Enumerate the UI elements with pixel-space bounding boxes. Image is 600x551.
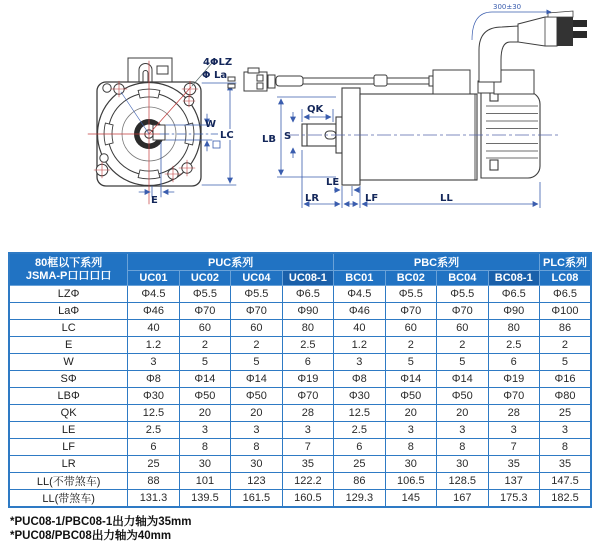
dimension-value: 129.3 (334, 490, 385, 508)
model-header-BC01: BC01 (334, 271, 385, 286)
param-label: LL(不带煞车) (9, 473, 128, 490)
table-row (9, 388, 591, 405)
dimension-value: 60 (179, 320, 230, 337)
param-label: LL(带煞车) (9, 490, 128, 508)
table-row (9, 371, 591, 388)
dimension-value: Φ6.5 (282, 286, 333, 303)
dimension-value: 2 (385, 337, 436, 354)
dimension-value: 3 (385, 422, 436, 439)
footnote-shaft-40: *PUC08/PBC08出力轴为40mm (10, 530, 172, 542)
param-label: LaΦ (9, 303, 128, 320)
dimension-value: 106.5 (385, 473, 436, 490)
dimension-value: Φ70 (282, 388, 333, 405)
dimension-value: 5 (231, 354, 282, 371)
dimension-rows (9, 286, 591, 508)
dimension-value: 7 (488, 439, 539, 456)
dimension-value: Φ46 (334, 303, 385, 320)
model-header-BC08-1: BC08-1 (488, 271, 539, 286)
dimension-value: 2.5 (282, 337, 333, 354)
dimension-value: Φ70 (385, 303, 436, 320)
label-frame-size: LC (220, 130, 234, 141)
dimension-value: Φ70 (179, 303, 230, 320)
dimension-value: 2.5 (128, 422, 179, 439)
label-shaft-length: LR (305, 193, 320, 204)
dimension-value: 123 (231, 473, 282, 490)
model-header-UC01: UC01 (128, 271, 179, 286)
dimension-value: 6 (488, 354, 539, 371)
model-header-LC08: LC08 (539, 271, 591, 286)
dimension-value: 3 (488, 422, 539, 439)
dimension-value: Φ50 (231, 388, 282, 405)
dimension-value: 25 (334, 456, 385, 473)
table-row (9, 405, 591, 422)
dimension-value: 8 (437, 439, 488, 456)
dimension-value: 35 (488, 456, 539, 473)
series-group-2: PLC系列 (539, 253, 591, 271)
terminal-box-icon (128, 58, 172, 83)
dimension-value: Φ90 (282, 303, 333, 320)
dimension-value: 8 (539, 439, 591, 456)
dimension-value: 2.5 (334, 422, 385, 439)
dimension-value: 128.5 (437, 473, 488, 490)
footnotes (10, 515, 192, 543)
dimension-value: Φ100 (539, 303, 591, 320)
dimension-value: 20 (385, 405, 436, 422)
dimension-value: Φ4.5 (128, 286, 179, 303)
dimension-value: Φ70 (231, 303, 282, 320)
series-group-1: PBC系列 (334, 253, 540, 271)
dimension-value: Φ80 (539, 388, 591, 405)
model-header-UC04: UC04 (231, 271, 282, 286)
dimension-value: 35 (282, 456, 333, 473)
dimension-value: 6 (128, 439, 179, 456)
dimension-value: 139.5 (179, 490, 230, 508)
dimension-value: 2 (539, 337, 591, 354)
dimension-value: Φ4.5 (334, 286, 385, 303)
dimension-value: 3 (282, 422, 333, 439)
table-row (9, 473, 591, 490)
series-header (9, 253, 128, 286)
dimension-value: Φ5.5 (437, 286, 488, 303)
dimension-value: Φ5.5 (385, 286, 436, 303)
table-row (9, 422, 591, 439)
dimension-value: Φ70 (488, 388, 539, 405)
param-label: LE (9, 422, 128, 439)
dimension-value: Φ19 (488, 371, 539, 388)
dimension-value: 60 (231, 320, 282, 337)
spec-table-container (8, 252, 592, 508)
dimension-value: Φ5.5 (231, 286, 282, 303)
label-bolt-circle: Φ La (202, 70, 228, 81)
dimension-value: 2 (179, 337, 230, 354)
dimension-value: 20 (437, 405, 488, 422)
label-cable-length: 300±30 (493, 3, 522, 11)
dimension-value: 30 (179, 456, 230, 473)
dimension-value: 30 (437, 456, 488, 473)
motor-body (302, 88, 540, 185)
dimension-value: 5 (437, 354, 488, 371)
param-label: LR (9, 456, 128, 473)
dimension-value: 5 (179, 354, 230, 371)
technical-drawing (0, 0, 600, 250)
dimension-value: 86 (539, 320, 591, 337)
dimension-value: 5 (385, 354, 436, 371)
dimension-value: Φ30 (128, 388, 179, 405)
label-keyway-width: W (205, 119, 217, 130)
dimension-table (8, 252, 592, 508)
label-bolt-holes: 4ΦLZ (203, 57, 233, 68)
label-pilot-diameter: LB (262, 134, 276, 145)
model-header-BC02: BC02 (385, 271, 436, 286)
dimension-value: 88 (128, 473, 179, 490)
front-view (88, 57, 236, 206)
dimension-value: 131.3 (128, 490, 179, 508)
dimension-value: 86 (334, 473, 385, 490)
dimension-value: 12.5 (334, 405, 385, 422)
dimension-value: 161.5 (231, 490, 282, 508)
param-label: QK (9, 405, 128, 422)
table-row (9, 354, 591, 371)
dimension-value: 3 (334, 354, 385, 371)
dimension-value: Φ14 (179, 371, 230, 388)
label-shaft-diameter: S (284, 131, 292, 142)
dimension-value: Φ46 (128, 303, 179, 320)
series-group-0: PUC系列 (128, 253, 334, 271)
dimension-value: 20 (231, 405, 282, 422)
param-label: LC (9, 320, 128, 337)
dimension-value: 60 (437, 320, 488, 337)
dimension-value: 182.5 (539, 490, 591, 508)
dimension-value: 145 (385, 490, 436, 508)
dimension-value: Φ90 (488, 303, 539, 320)
power-connector-icon (518, 11, 587, 46)
dimension-value: 3 (179, 422, 230, 439)
dimension-value: 60 (385, 320, 436, 337)
model-header-UC02: UC02 (179, 271, 230, 286)
dimension-value: 6 (334, 439, 385, 456)
param-label: LF (9, 439, 128, 456)
model-header-BC04: BC04 (437, 271, 488, 286)
dimension-value: Φ30 (334, 388, 385, 405)
label-keyway-length: QK (307, 104, 324, 115)
dimension-value: Φ70 (437, 303, 488, 320)
table-row (9, 320, 591, 337)
dimension-value: 175.3 (488, 490, 539, 508)
dimension-value: Φ14 (437, 371, 488, 388)
dimension-value: 40 (334, 320, 385, 337)
dimension-value: 8 (231, 439, 282, 456)
dimension-value: 1.2 (128, 337, 179, 354)
side-view (228, 3, 587, 208)
dimension-value: 40 (128, 320, 179, 337)
dimension-value: 122.2 (282, 473, 333, 490)
table-row (9, 303, 591, 320)
dimension-value: 12.5 (128, 405, 179, 422)
dimension-value: Φ50 (385, 388, 436, 405)
dimension-value: 30 (231, 456, 282, 473)
series-line1: 80框以下系列 (34, 256, 103, 269)
param-label: LZΦ (9, 286, 128, 303)
dimension-value: 2 (231, 337, 282, 354)
dimension-value: 137 (488, 473, 539, 490)
dimension-value: Φ16 (539, 371, 591, 388)
label-boss-height: LE (326, 177, 340, 188)
dimension-value: 160.5 (282, 490, 333, 508)
dimension-value: 3 (128, 354, 179, 371)
dimension-value: Φ14 (231, 371, 282, 388)
dimension-value: 3 (437, 422, 488, 439)
dimension-value: 147.5 (539, 473, 591, 490)
dimension-value: 2 (437, 337, 488, 354)
param-label: E (9, 337, 128, 354)
dimension-value: 1.2 (334, 337, 385, 354)
dimension-value: 3 (231, 422, 282, 439)
dimension-value: 167 (437, 490, 488, 508)
dimension-value: Φ14 (385, 371, 436, 388)
dimension-value: 3 (539, 422, 591, 439)
param-label: W (9, 354, 128, 371)
model-header-UC08-1: UC08-1 (282, 271, 333, 286)
param-label: SΦ (9, 371, 128, 388)
dimension-value: Φ19 (282, 371, 333, 388)
dimension-value: 28 (488, 405, 539, 422)
dimension-value: 35 (539, 456, 591, 473)
dimension-value: 6 (282, 354, 333, 371)
dimension-value: 25 (128, 456, 179, 473)
dimension-value: Φ50 (437, 388, 488, 405)
dimension-value: 7 (282, 439, 333, 456)
label-offset: E (151, 195, 158, 206)
dimension-value: 8 (179, 439, 230, 456)
dimension-value: Φ8 (334, 371, 385, 388)
dimension-value: 2.5 (488, 337, 539, 354)
dimension-value: 20 (179, 405, 230, 422)
dimension-value: 25 (539, 405, 591, 422)
table-row (9, 490, 591, 508)
dimension-value: 8 (385, 439, 436, 456)
table-row (9, 286, 591, 303)
dimension-value: 5 (539, 354, 591, 371)
label-flange-thickness: LF (365, 193, 379, 204)
table-row (9, 439, 591, 456)
series-group-row (9, 253, 591, 271)
dimension-value: Φ6.5 (488, 286, 539, 303)
footnote-shaft-35: *PUC08-1/PBC08-1出力轴为35mm (10, 516, 192, 528)
dimension-value: 80 (282, 320, 333, 337)
dimension-value: Φ50 (179, 388, 230, 405)
table-row (9, 337, 591, 354)
dimension-value: Φ5.5 (179, 286, 230, 303)
dimension-value: 101 (179, 473, 230, 490)
dimension-value: 28 (282, 405, 333, 422)
encoder-connector-icon (228, 68, 433, 91)
table-row (9, 456, 591, 473)
series-line2: JSMA-P口口口口 (25, 269, 112, 282)
dimension-value: Φ6.5 (539, 286, 591, 303)
dimension-value: Φ8 (128, 371, 179, 388)
dimension-value: 80 (488, 320, 539, 337)
label-body-length: LL (440, 193, 453, 204)
param-label: LBΦ (9, 388, 128, 405)
dimension-value: 30 (385, 456, 436, 473)
